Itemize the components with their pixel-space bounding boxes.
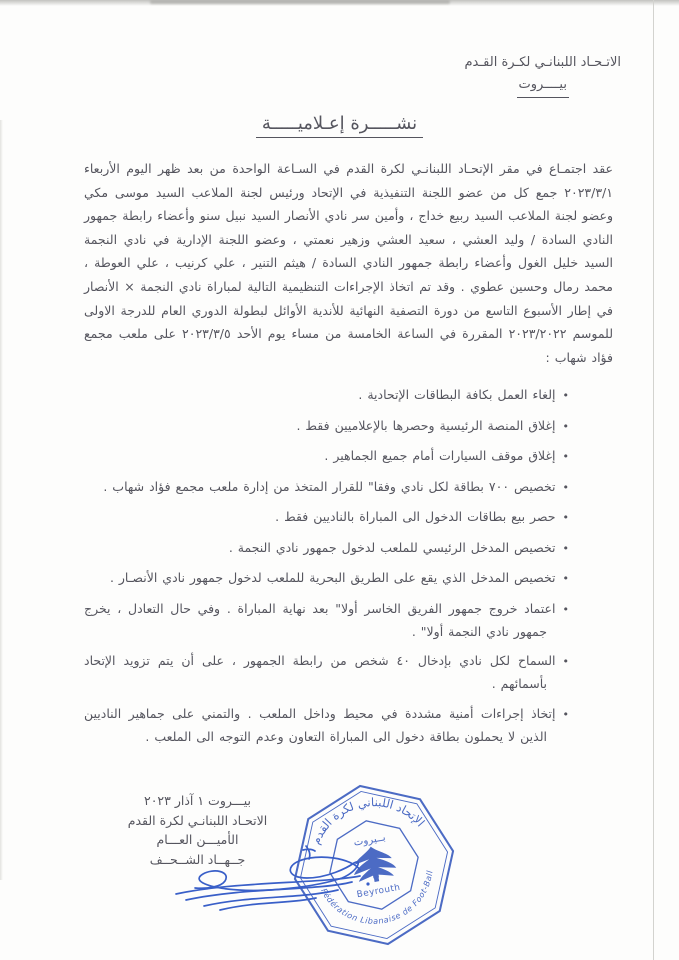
letterhead-city: بيــــروت <box>517 74 569 98</box>
list-item: • إلغاء العمل بكافة البطاقات الإتحادية . <box>84 384 569 407</box>
stamp-french-arc-text: Fédération Libanaise de Foot-Ball <box>319 869 435 926</box>
intro-paragraph: عقد اجتمـاع في مقر الإتحـاد اللبنانـي لكرة القدم في السـاعة الواحدة من بعد ظهر اليوم الأربعاء ٢٠٢٣/٣/١ جمع كل من عضو اللجنة التنفيذية في الإتحاد ورئيس لجنة الملاعب السيد موسى مكي وعضو لجنة الملاعب السيد ربيع خداج ، وأمين سر نادي الأنصار السيد نبيل سنو وأعضاء رابطة جمهور النادي السادة / وليد العشي ، سعيد العشي وزهير نعمتي ، وعضو اللجنة الإدارية في نادي النجمة السيد خليل الغول وأعضاء رابطة جمهور النادي السادة / هيثم التنير ، علي كرنيب ، علي العوطة ، محمد رمال وحسين عطوي . وقد تم اتخاذ الإجراءات التنظيمية التالية لمباراة نادي النجمة × الأنصار في إطار الأسبوع التاسع من دورة التصفية النهائية للأندية الأوائل لبطولة الدوري العام للدرجة الاولى للموسم ٢٠٢٣/٢٠٢٢ المقررة في الساعة الخامسة من مساء يوم الأحد ٢٠٢٣/٣/٥ على ملعب مجمع فؤاد شهاب : <box>84 161 613 365</box>
stamp-city-latin: Beyrouth <box>356 882 402 901</box>
federation-stamp <box>290 781 458 949</box>
list-item: • إتخاذ إجراءات أمنية مشددة في محيط وداخل الملعب . والتمني على جماهير الناديين الذين لا يحملون بطاقة دخول الى المباراة التعاون وعدم التوجه الى الملعب . <box>84 703 569 748</box>
list-item: • تخصيص ٧٠٠ بطاقة لكل نادي وفقا" للقرار المتخذ من إدارة ملعب مجمع فؤاد شهاب . <box>84 476 569 499</box>
svg-text:Fédération Libanaise de Foot-B <box>319 868 443 935</box>
scan-edge-top-shadow <box>150 0 450 4</box>
signature-name: جــهــاد الشــحــف <box>149 851 246 867</box>
stamp-arabic-arc-text: الإتحاد اللبناني لكرة القدم <box>308 795 428 847</box>
list-item: • اعتماد خروج جمهور الفريق الخاسر أولا" بعد نهاية المباراة . وفي حال التعادل ، يخرج جمهور نادي النجمة أولا" . <box>84 598 569 643</box>
signature-org: الاتحـاد اللبنانـي لكرة القدم <box>127 812 268 828</box>
bulletin-body <box>84 157 613 755</box>
stamp-city-arabic: بــيروت <box>352 831 387 849</box>
measures-list <box>84 384 569 748</box>
bulletin-title: نشـــــرة إعـلاميـــــة <box>0 113 679 138</box>
signature-date: بيـــروت ١ آذار ٢٠٢٣ <box>144 793 251 808</box>
list-item: • إغلاق المنصة الرئيسية وحصرها بالإعلاميين فقط . <box>84 415 569 438</box>
list-item: • تخصيص المدخل الذي يقع على الطريق البحرية للملعب لدخول جمهور نادي الأنصـار . <box>84 567 569 590</box>
cedar-tree-icon <box>350 843 398 885</box>
list-item: • حصر بيع بطاقات الدخول الى المباراة بالناديين فقط . <box>84 506 569 529</box>
signature-role: الأميـــن العـــام <box>156 832 239 847</box>
scan-edge-right <box>653 0 654 960</box>
letterhead-org: الاتـحـاد اللبنانـي لكـرة القـدم <box>464 55 621 70</box>
list-item: • إغلاق موقف السيارات أمام جميع الجماهير . <box>84 445 569 468</box>
list-item: • السماح لكل نادي بإدخال ٤٠ شخص من رابطة الجمهور ، على أن يتم تزويد الإتحاد بأسمائهم . <box>84 650 569 695</box>
letterhead <box>464 52 621 98</box>
scan-edge-left <box>0 120 3 880</box>
list-item: • تخصيص المدخل الرئيسي للملعب لدخول جمهور نادي النجمة . <box>84 537 569 560</box>
